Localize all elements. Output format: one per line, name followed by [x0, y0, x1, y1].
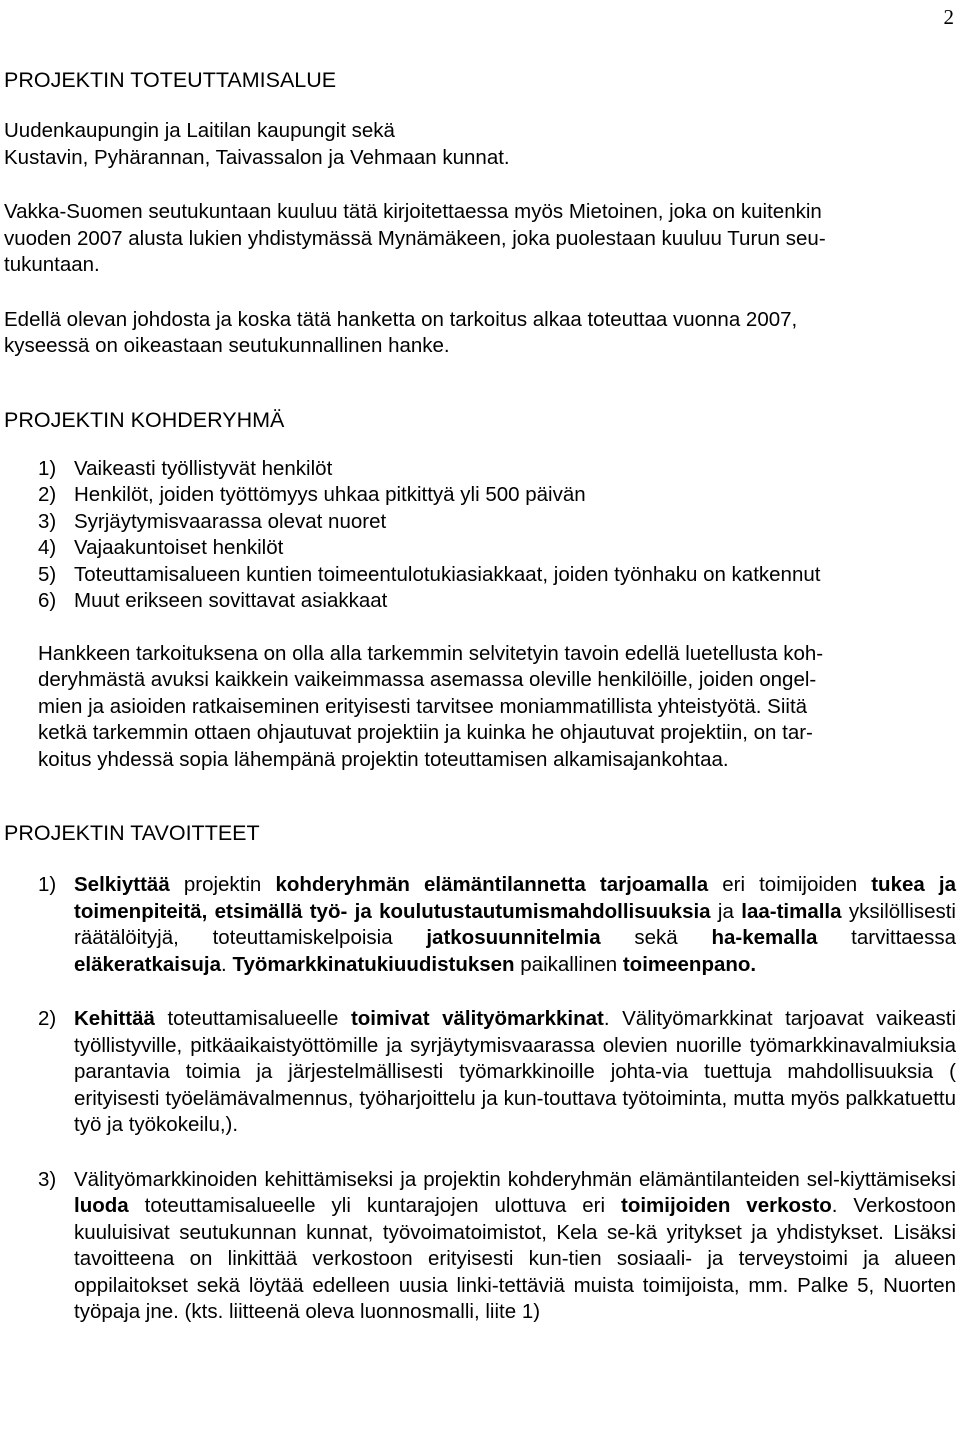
document-body: [4, 66, 956, 1326]
text-run: toteuttamisalueelle yli kuntarajojen ulottuva eri: [128, 1194, 622, 1217]
area-paragraph-3: Edellä olevan johdosta ja koska tätä hanketta on tarkoitus alkaa toteuttaa vuonna 2007, kyseessä on oikeastaan seutukunnallinen hanke.: [4, 307, 798, 357]
bold-text-run: laa-timalla: [741, 899, 842, 923]
list-item: 4) Vajaakuntoiset henkilöt: [38, 536, 284, 559]
text-run: Välityömarkkinoiden kehittämiseksi ja projektin kohderyhmän elämäntilanteiden sel-kiyttämiseksi: [74, 1167, 956, 1191]
text-run: toteuttamisalueelle: [154, 1007, 351, 1030]
text-run: projektin: [169, 873, 276, 896]
goal-item-3: 3) Välityömarkkinoiden kehittämiseksi ja projektin kohderyhmän elämäntilanteiden sel-kiyttämiseksi luoda toteuttamisalueelle yli kuntarajojen ulottuva eri toimijoiden verkosto. Verkostoon kuuluisivat seutukunnan kunnat, työvoimatoimistot, Kela se-kä yritykset ja yhdistykset. Lisäksi tavoitteena on linkittää verkostoon erityisesti kun-tien sosiaali- ja terveystoimi ja alueen oppilaitokset sekä löytää edelleen uusia linki-tettäviä muista toimijoista, mm. Palke 5, Nuorten työpaja jne. (kts. liitteenä oleva luonnosmalli, liite 1): [4, 1167, 956, 1326]
text-run: sekä: [600, 926, 712, 949]
heading-area: PROJEKTIN TOTEUTTAMISALUE: [4, 68, 337, 92]
goal-text-1: [74, 872, 956, 978]
bold-text-run: toimivat välityömarkkinat: [350, 1007, 604, 1030]
list-item: 1) Vaikeasti työllistyvät henkilöt: [38, 456, 333, 480]
target-group-list: [4, 456, 956, 615]
goal-text-3: [74, 1167, 956, 1326]
target-group-paragraph: Hankkeen tarkoituksena on olla alla tarkemmin selvitetyin tavoin edellä luetellusta koh- deryhmästä avuksi kaikkein vaikeimmassa asemassa oleville henkilöille, joiden ongel- mien ja asioiden ratkaiseminen erityisesti tarvitsee moniammatillista yhteistyötä. Siitä ketkä tarkemmin ottaen ohjautuvat projektiin ja kuinka he ohjautuvat projektiin, on tar- koitus yhdessä sopia lähempänä projektin toteuttamisen alkamisajankohtaa.: [38, 641, 824, 771]
bold-text-run: eläkeratkaisuja: [74, 952, 222, 976]
list-item: 2) Henkilöt, joiden työttömyys uhkaa pitkittyä yli 500 päivän: [38, 483, 586, 506]
text-run: ja: [710, 899, 742, 923]
text-run: yksilöllisesti räätälöityjä, toteuttamiskelpoisia: [74, 899, 956, 949]
page-number: 2: [943, 5, 954, 29]
bold-text-run: toimeenpano.: [622, 952, 757, 976]
bold-text-run: kohderyhmän elämäntilannetta tarjoamalla: [275, 873, 709, 896]
bold-text-run: tukea ja toimenpiteitä, etsimällä työ- ja koulutustautumismahdollisuuksia: [74, 873, 956, 923]
text-run: .: [221, 952, 233, 976]
bold-text-run: jatkosuunnitelmia: [426, 926, 601, 949]
bold-text-run: luoda: [74, 1194, 129, 1217]
goal-text-2: [74, 1006, 956, 1139]
text-run: . Verkostoon kuuluisivat seutukunnan kunnat, työvoimatoimistot, Kela se-kä yritykset ja yhdistykset. Lisäksi tavoitteena on linkittää verkostoon erityisesti kun-tien sosiaali- ja terveystoimi ja alueen oppilaitokset sekä löytää edelleen uusia linki-tettäviä muista toimijoista, mm. Palke 5, Nuorten työpaja jne. (kts. liitteenä oleva luonnosmalli, liite 1): [74, 1194, 956, 1323]
text-run: . Välityömarkkinat tarjoavat vaikeasti työllistyville, pitkäaikaistyöttömille ja syrjäytymisvaarassa olevien nuorille työmarkkinavalmiuksia parantavia toimia ja järjestelmällisesti työmarkkinoille johta-via tuettuja mahdollisuuksia ( erityisesti työelämävalmennus, työharjoittelu ja kun-touttava työtoiminta, mutta myös palkkatuettu työ ja työkokeilu,).: [74, 1007, 957, 1136]
bold-text-run: Selkiyttää: [74, 873, 170, 896]
list-item: 3) Syrjäytymisvaarassa olevat nuoret: [38, 509, 387, 533]
text-run: tarvittaessa: [817, 926, 956, 949]
bold-text-run: Kehittää: [74, 1007, 155, 1030]
area-paragraph-2: Vakka-Suomen seutukuntaan kuuluu tätä kirjoitettaessa myös Mietoinen, joka on kuitenkin vuoden 2007 alusta lukien yhdistymässä Mynämäkeen, joka puolestaan kuuluu Turun seu- tukuntaan.: [4, 200, 826, 276]
bold-text-run: Työmarkkinatukiuudistuksen: [232, 952, 515, 976]
heading-goals: PROJEKTIN TAVOITTEET: [4, 821, 260, 845]
list-item: 6) Muut erikseen sovittavat asiakkaat: [38, 589, 388, 612]
goal-item-1: 1) Selkiyttää projektin kohderyhmän elämäntilannetta tarjoamalla eri toimijoiden tukea ja toimenpiteitä, etsimällä työ- ja koulutustautumismahdollisuuksia ja laa-timalla yksilöllisesti räätälöityjä, toteuttamiskelpoisia jatkosuunnitelmia sekä ha-kemalla tarvittaessa eläkeratkaisuja. Työmarkkinatukiuudistuksen paikallinen toimeenpano.: [4, 872, 956, 978]
goal-item-2: 2) Kehittää toteuttamisalueelle toimivat välityömarkkinat. Välityömarkkinat tarjoavat vaikeasti työllistyville, pitkäaikaistyöttömille ja syrjäytymisvaarassa olevien nuorille työmarkkinavalmiuksia parantavia toimia ja järjestelmällisesti työmarkkinoille johta-via tuettuja mahdollisuuksia ( erityisesti työelämävalmennus, työharjoittelu ja kun-touttava työtoiminta, mutta myös palkkatuettu työ ja työkokeilu,).: [4, 1006, 956, 1139]
text-run: eri toimijoiden: [708, 873, 872, 896]
text-run: paikallinen: [514, 952, 623, 976]
bold-text-run: toimijoiden verkosto: [621, 1194, 832, 1217]
area-paragraph-1: Uudenkaupungin ja Laitilan kaupungit sekä Kustavin, Pyhärannan, Taivassalon ja Vehmaan kunnat.: [4, 119, 510, 169]
list-item: 5) Toteuttamisalueen kuntien toimeentulotukiasiakkaat, joiden työnhaku on katkennut: [38, 562, 821, 586]
heading-target-group: PROJEKTIN KOHDERYHMÄ: [4, 407, 285, 432]
bold-text-run: ha-kemalla: [711, 926, 818, 949]
